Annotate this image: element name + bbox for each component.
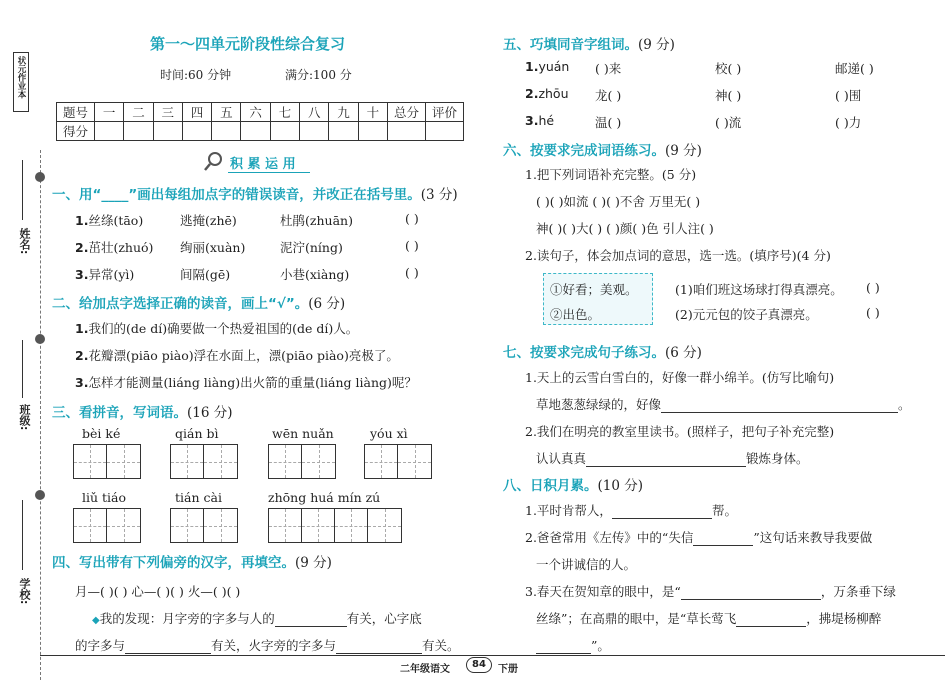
radical-line: 月—( )( ) 心—( )( ) 火—( )( ) xyxy=(75,584,241,599)
row-number: 2. xyxy=(75,240,89,255)
score-header: 评价 xyxy=(426,103,464,122)
footer-rule xyxy=(40,655,945,656)
footer-grade: 二年级语文 xyxy=(400,664,450,675)
answer-paren[interactable]: ( ) xyxy=(405,211,419,226)
section-5-points: (9 分) xyxy=(638,37,675,53)
s2-row-1 xyxy=(75,319,358,337)
option-1: ①好看；美观。 xyxy=(550,282,638,297)
prompt-mid: ，万条垂下绿 xyxy=(820,584,896,599)
word-a: 茁壮(zhuó) xyxy=(88,240,154,255)
word-a: 温( ) xyxy=(595,115,622,130)
prompt-end: 帮。 xyxy=(711,503,737,518)
score-value-row xyxy=(57,122,464,141)
section-4-text: 四、写出带有下列偏旁的汉字，再填空。 xyxy=(52,555,295,571)
pinyin-label: zhōng huá mín zú xyxy=(268,490,381,505)
brand-text: 状元作业本 xyxy=(16,56,26,99)
s8-q2-cont: 一个讲诚信的人。 xyxy=(536,557,637,572)
score-cell[interactable] xyxy=(300,122,329,141)
word-c: 小巷(xiàng) xyxy=(280,267,350,282)
word-b: 神( ) xyxy=(715,88,742,103)
word-a: 丝绦(tāo) xyxy=(88,213,144,228)
s7-q1-answer: 草地葱葱绿绿的，好像 。 xyxy=(536,397,911,412)
discovery-text: 有关，心字底 xyxy=(346,611,422,626)
sentence: 花瓣漂(piāo piào)浮在水面上，漂(piāo piào)亮极了。 xyxy=(88,348,399,363)
s8-q1 xyxy=(525,501,737,519)
time-limit: 时间:60 分钟 xyxy=(160,68,232,82)
section-1-title xyxy=(52,183,458,203)
section-6-points: (9 分) xyxy=(665,143,702,159)
score-header: 三 xyxy=(153,103,182,122)
pinyin-label: yóu xì xyxy=(370,426,408,441)
row-number: 2. xyxy=(75,348,89,363)
answer-paren[interactable]: ( ) xyxy=(866,305,880,320)
school-line xyxy=(22,500,23,570)
score-cell[interactable] xyxy=(182,122,211,141)
blank[interactable] xyxy=(125,640,211,654)
s6-q1-row2: 神( )( )大( ) ( )颜( )色 引人注( ) xyxy=(536,221,714,236)
writing-grid[interactable] xyxy=(170,444,238,479)
answer-paren[interactable]: ( ) xyxy=(405,238,419,253)
score-cell[interactable] xyxy=(124,122,153,141)
class-label: 班级: xyxy=(18,404,31,431)
sentence: 我们的(de dí)确要做一个热爱祖国的(de dí)人。 xyxy=(88,321,359,336)
score-header: 九 xyxy=(329,103,358,122)
page-number: 84 xyxy=(466,657,492,673)
section-1-points: (3 分) xyxy=(420,187,458,203)
row-number: 1. xyxy=(525,59,539,74)
word-b: 绚丽(xuàn) xyxy=(180,240,246,255)
score-header: 一 xyxy=(95,103,124,122)
writing-grid[interactable] xyxy=(170,508,238,543)
prompt: 丝绦”；在高鼎的眼中，是“草长莺飞 xyxy=(536,611,737,626)
full-score: 满分:100 分 xyxy=(285,68,352,82)
word-c: 邮递( ) xyxy=(835,61,874,76)
word-a: 异常(yì) xyxy=(88,267,135,282)
score-cell[interactable] xyxy=(329,122,358,141)
sentence: 怎样才能测量(liáng liàng)出火箭的重量(liáng liàng)呢？ xyxy=(88,375,417,390)
section-8-title xyxy=(503,474,643,494)
score-header: 五 xyxy=(212,103,241,122)
magnifier-icon xyxy=(203,150,225,172)
score-header: 题号 xyxy=(57,103,95,122)
binding-sidebar xyxy=(0,0,44,695)
score-cell[interactable] xyxy=(358,122,387,141)
answer-blank[interactable] xyxy=(612,505,712,519)
answer-blank[interactable] xyxy=(693,532,753,546)
section-4-points: (9 分) xyxy=(295,555,332,571)
section-5-title xyxy=(503,33,675,53)
pinyin-label: qián bì xyxy=(175,426,219,441)
section-3-text: 三、看拼音，写词语。 xyxy=(52,405,187,421)
score-cell[interactable] xyxy=(95,122,124,141)
pinyin-label: liǔ tiáo xyxy=(82,490,127,505)
writing-grid[interactable] xyxy=(364,444,432,479)
row-number: 1. xyxy=(75,321,89,336)
s8-q2 xyxy=(525,528,872,546)
banner-underline xyxy=(228,172,310,173)
score-header: 二 xyxy=(124,103,153,122)
section-4-title xyxy=(52,551,332,571)
word-c: ( )力 xyxy=(835,115,862,130)
option-2: ②出色。 xyxy=(550,307,601,322)
prompt-mid: ，拂堤杨柳醉 xyxy=(806,611,882,626)
row-number: 1. xyxy=(75,213,89,228)
answer-paren[interactable]: ( ) xyxy=(405,265,419,280)
s8-q3-end xyxy=(536,636,610,654)
section-2-title xyxy=(52,292,345,312)
section-7-text: 七、按要求完成句子练习。 xyxy=(503,345,665,361)
writing-grid[interactable] xyxy=(73,508,141,543)
s2-row-3 xyxy=(75,373,417,391)
section-7-title xyxy=(503,341,702,361)
prompt: 2.爸爸常用《左传》中的“失信 xyxy=(525,530,694,545)
discovery-line-2 xyxy=(75,636,460,654)
pinyin: yuán xyxy=(538,59,570,74)
score-header: 七 xyxy=(270,103,299,122)
score-cell[interactable] xyxy=(270,122,299,141)
binding-hole-3 xyxy=(35,490,45,500)
s7-q1: 1.天上的云雪白雪白的，好像一群小绵羊。(仿写比喻句) xyxy=(525,370,835,385)
s8-q3-cont xyxy=(536,609,881,627)
s5-row-1 xyxy=(525,59,925,74)
pinyin: hé xyxy=(538,113,555,128)
answer-blank[interactable] xyxy=(586,453,746,467)
section-3-points: (16 分) xyxy=(187,405,233,421)
word-b: 逃掩(zhē) xyxy=(180,213,237,228)
row-number: 3. xyxy=(75,267,89,282)
pinyin-label: bèi ké xyxy=(82,426,121,441)
s6-sentence-2: (2)元元包的饺子真漂亮。 xyxy=(675,307,818,322)
s8-q3 xyxy=(525,582,896,600)
prompt-end: 锻炼身体。 xyxy=(746,451,809,466)
pinyin: zhōu xyxy=(538,86,569,101)
score-cell[interactable] xyxy=(153,122,182,141)
score-row-label: 得分 xyxy=(57,122,95,141)
discovery-text: 有关，火字旁的字多与 xyxy=(211,638,337,653)
section-1-text: 一、用“____”画出每组加点字的错误读音，并改正在括号里。 xyxy=(52,187,421,203)
s6-q1-row1: ( )( )如流 ( )( )不舍 万里无( ) xyxy=(536,194,701,209)
s5-row-3 xyxy=(525,113,925,128)
s1-row-2 xyxy=(75,238,465,256)
section-banner: 积 累 运 用 xyxy=(230,157,296,172)
pinyin-label: tián cài xyxy=(175,490,222,505)
word-c: 杜鹃(zhuān) xyxy=(280,213,353,228)
s2-row-2 xyxy=(75,346,399,364)
writing-grid[interactable] xyxy=(268,508,402,543)
word-a: 龙( ) xyxy=(595,88,622,103)
prompt: 3.春天在贺知章的眼中，是“ xyxy=(525,584,681,599)
score-header: 总分 xyxy=(388,103,426,122)
word-c: 泥泞(níng) xyxy=(280,240,343,255)
discovery-line-1: ◆我的发现：月字旁的字多与人的 有关，心字底 xyxy=(92,611,422,626)
s7-q2-answer xyxy=(536,449,809,467)
section-8-text: 八、日积月累。 xyxy=(503,478,598,494)
row-number: 3. xyxy=(75,375,89,390)
prompt: 认认真真 xyxy=(536,451,587,466)
score-header: 十 xyxy=(358,103,387,122)
s1-row-1 xyxy=(75,211,465,229)
prompt: 草地葱葱绿绿的，好像 xyxy=(536,397,662,412)
word-b: ( )流 xyxy=(715,115,742,130)
name-label: 姓名: xyxy=(18,228,31,255)
word-a: ( )来 xyxy=(595,61,622,76)
word-c: ( )围 xyxy=(835,88,862,103)
prompt-end: ”。 xyxy=(591,638,610,653)
score-header: 四 xyxy=(182,103,211,122)
page-title: 第一～四单元阶段性综合复习 xyxy=(150,35,346,53)
section-2-text: 二、给加点字选择正确的读音，画上“√”。 xyxy=(52,296,309,312)
footer-volume: 下册 xyxy=(498,664,518,675)
section-7-points: (6 分) xyxy=(665,345,702,361)
score-cell[interactable] xyxy=(426,122,464,141)
answer-blank[interactable] xyxy=(536,640,591,654)
discovery-text: 的字多与 xyxy=(75,638,126,653)
writing-grid[interactable] xyxy=(268,444,336,479)
blank[interactable] xyxy=(275,613,347,627)
s6-q1: 1.把下列词语补充完整。(5 分) xyxy=(525,167,697,182)
s1-row-3 xyxy=(75,265,465,283)
answer-blank[interactable] xyxy=(681,586,821,600)
blank[interactable] xyxy=(336,640,422,654)
score-cell[interactable] xyxy=(241,122,270,141)
section-6-title xyxy=(503,139,702,159)
answer-blank[interactable] xyxy=(661,399,898,413)
name-line xyxy=(22,160,23,220)
section-8-points: (10 分) xyxy=(597,478,644,494)
score-table xyxy=(56,102,464,141)
binding-hole-2 xyxy=(35,334,45,344)
pinyin-label: wēn nuǎn xyxy=(272,426,334,441)
prompt-end: ”这句话来教导我要做 xyxy=(753,530,873,545)
row-number: 3. xyxy=(525,113,539,128)
score-cell[interactable] xyxy=(388,122,426,141)
school-label: 学校: xyxy=(18,578,31,605)
writing-grid[interactable] xyxy=(73,444,141,479)
s7-q2: 2.我们在明亮的教室里读书。(照样子，把句子补充完整) xyxy=(525,424,835,439)
score-header-row xyxy=(57,103,464,122)
s5-row-2 xyxy=(525,86,925,101)
word-b: 校( ) xyxy=(715,61,742,76)
class-line xyxy=(22,340,23,398)
binding-line xyxy=(40,150,41,680)
section-6-text: 六、按要求完成词语练习。 xyxy=(503,143,665,159)
answer-blank[interactable] xyxy=(736,613,806,627)
s6-sentence-1: (1)咱们班这场球打得真漂亮。 xyxy=(675,282,843,297)
score-cell[interactable] xyxy=(212,122,241,141)
discovery-text: 有关。 xyxy=(422,638,460,653)
prompt: 1.平时肯帮人， xyxy=(525,503,612,518)
section-2-points: (6 分) xyxy=(308,296,346,312)
word-b: 间隔(gē) xyxy=(180,267,231,282)
answer-paren[interactable]: ( ) xyxy=(866,280,880,295)
score-header: 八 xyxy=(300,103,329,122)
binding-hole-1 xyxy=(35,172,45,182)
score-header: 六 xyxy=(241,103,270,122)
section-5-text: 五、巧填同音字组词。 xyxy=(503,37,638,53)
s6-q2: 2.读句子，体会加点词的意思，选一选。(填序号)(4 分) xyxy=(525,248,831,263)
row-number: 2. xyxy=(525,86,539,101)
section-3-title xyxy=(52,401,233,421)
